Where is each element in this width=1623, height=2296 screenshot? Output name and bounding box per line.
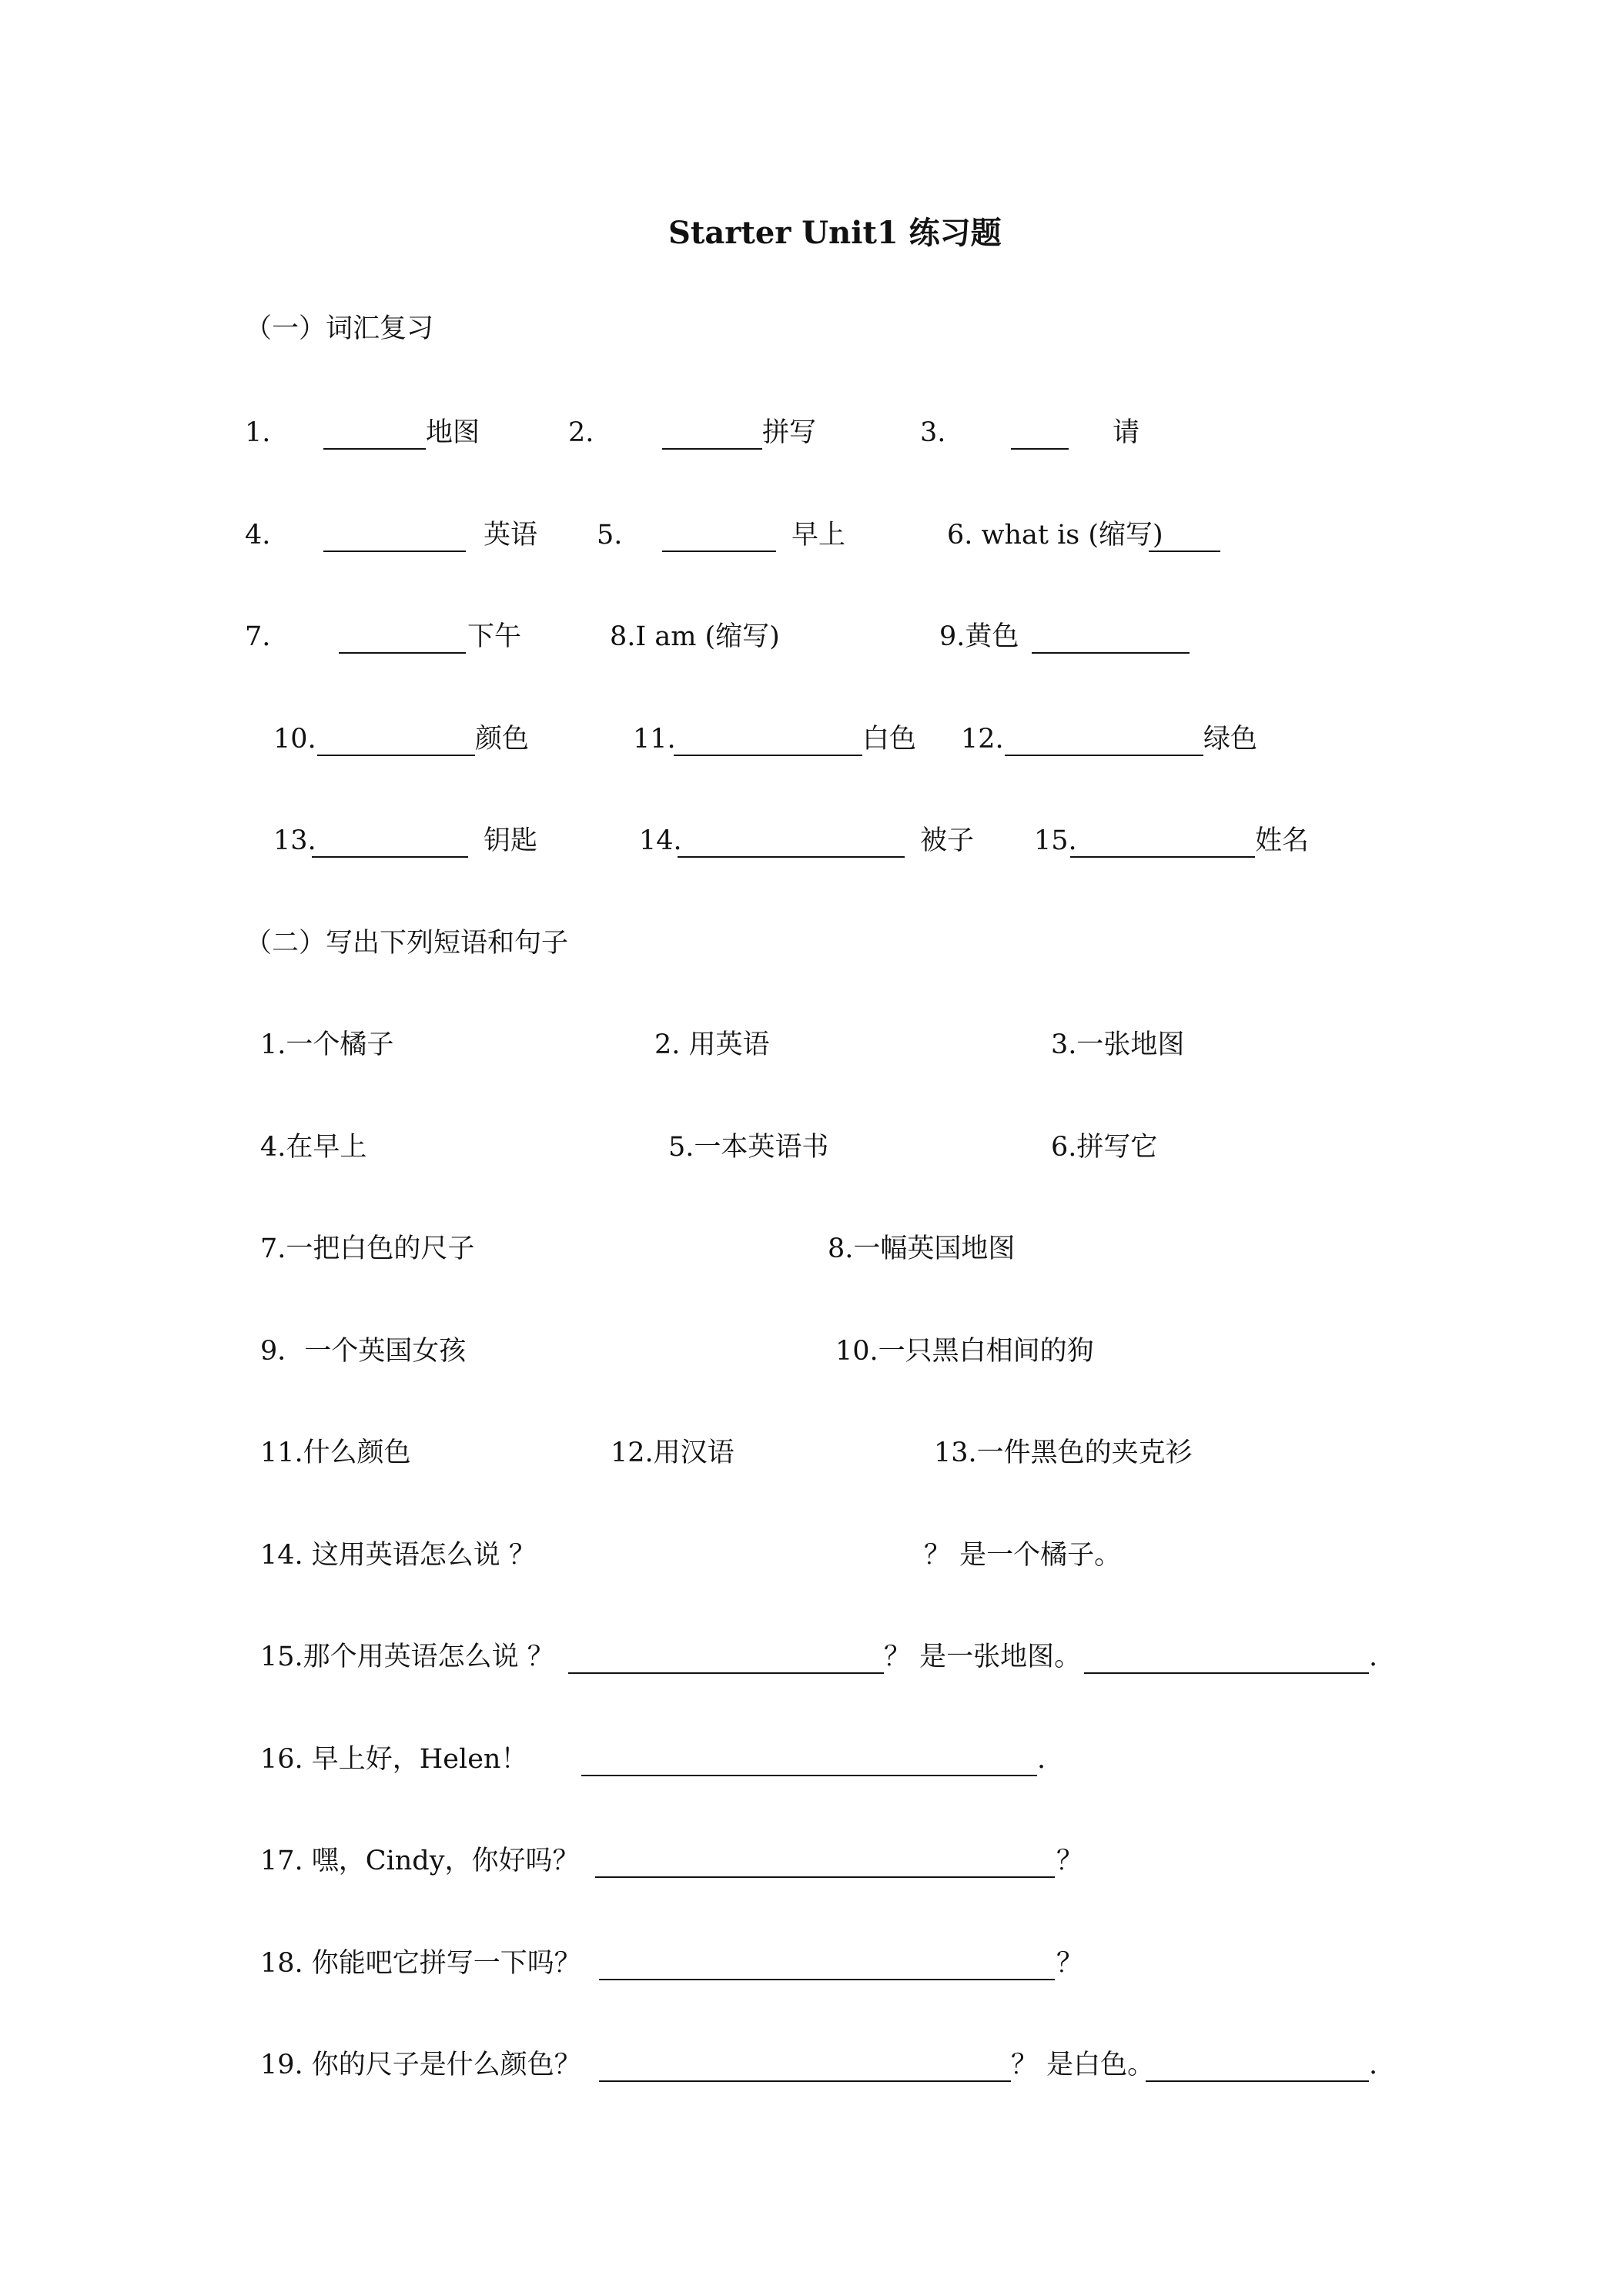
sentence-18-question-mark: ？ [1056,1948,1084,1979]
section1-heading: （一）词汇复习 [245,313,434,344]
sentence-19-answer-hint: ？ 是白色。 [1011,2050,1155,2080]
vocab-item-9-number: 9.黄色 [939,621,1019,652]
vocab-item-7-blank[interactable] [339,652,466,654]
vocab-item-11-meaning: 白色 [862,724,917,755]
sentence-16-prompt: 16. 早上好，Helen！ [260,1744,528,1775]
phrase-item-8: 8.一幅英国地图 [828,1233,1016,1264]
vocab-item-5-meaning: 早上 [791,520,846,551]
vocab-item-12-meaning: 绿色 [1203,724,1258,755]
sentence-14-prompt: 14. 这用英语怎么说 ？ [260,1540,536,1571]
sentence-16-period: . [1037,1744,1046,1775]
vocab-item-3-meaning: 请 [1113,417,1140,448]
vocab-item-11-blank[interactable] [674,755,862,756]
vocab-item-10-blank[interactable] [317,755,475,756]
vocab-item-5-blank[interactable] [662,551,776,552]
vocab-item-3-number: 3. [920,417,946,448]
section2-heading: （二）写出下列短语和句子 [245,928,569,959]
vocab-item-15-blank[interactable] [1070,856,1255,858]
phrase-item-2: 2. 用英语 [654,1029,770,1060]
phrase-item-13: 13.一件黑色的夹克衫 [934,1438,1193,1468]
vocab-item-1-blank[interactable] [323,448,426,450]
sentence-15-prompt: 15.那个用英语怎么说 ？ [260,1642,554,1672]
phrase-item-10: 10.一只黑白相间的狗 [835,1336,1094,1367]
vocab-item-15-meaning: 姓名 [1255,825,1310,856]
vocab-item-1-meaning: 地图 [426,417,480,448]
vocab-item-6-number: 6. what is (缩写) [947,520,1163,551]
page-title: Starter Unit1 练习题 [668,215,1002,251]
vocab-item-2-blank[interactable] [662,448,762,450]
phrase-item-6: 6.拼写它 [1051,1132,1158,1163]
vocab-item-3-blank[interactable] [1011,448,1069,450]
vocab-item-11-number: 11. [633,724,676,755]
sentence-18-prompt: 18. 你能吧它拼写一下吗？ [260,1948,581,1979]
vocab-item-2-meaning: 拼写 [762,417,817,448]
vocab-item-4-number: 4. [245,520,271,551]
vocab-item-4-meaning: 英语 [484,520,538,551]
vocab-item-7-number: 7. [245,621,271,652]
phrase-item-9: 9．一个英国女孩 [260,1336,467,1367]
sentence-15-question-blank[interactable] [568,1672,884,1674]
sentence-19-answer-blank[interactable] [1146,2080,1369,2082]
sentence-14-answer-hint: ？ 是一个橘子。 [924,1540,1122,1571]
vocab-item-14-number: 14. [639,825,682,856]
vocab-item-6-blank[interactable] [1149,551,1220,552]
sentence-17-question-mark: ？ [1056,1846,1084,1876]
vocab-item-14-blank[interactable] [678,856,905,858]
vocab-item-12-number: 12. [961,724,1004,755]
phrase-item-12: 12.用汉语 [611,1438,735,1468]
vocab-item-14-meaning: 被子 [920,825,975,856]
sentence-19-prompt: 19. 你的尺子是什么颜色？ [260,2050,581,2080]
vocab-item-9-blank[interactable] [1032,652,1190,654]
vocab-item-13-number: 13. [273,825,316,856]
vocab-item-15-number: 15. [1034,825,1077,856]
sentence-17-blank[interactable] [595,1876,1055,1878]
phrase-item-11: 11.什么颜色 [260,1438,411,1468]
sentence-15-answer-blank[interactable] [1084,1672,1369,1674]
vocab-item-7-meaning: 下午 [467,621,522,652]
sentence-16-blank[interactable] [581,1775,1037,1776]
vocab-item-13-blank[interactable] [312,856,468,858]
vocab-item-5-number: 5. [597,520,623,551]
vocab-item-10-number: 10. [273,724,316,755]
vocab-item-8-number: 8.I am (缩写) [610,621,780,652]
phrase-item-3: 3.一张地图 [1051,1029,1185,1060]
vocab-item-10-meaning: 颜色 [475,724,530,755]
sentence-15-period: . [1369,1642,1378,1672]
sentence-19-period: . [1369,2050,1378,2080]
vocab-item-1-number: 1. [245,417,271,448]
vocab-item-4-blank[interactable] [323,551,466,552]
phrase-item-4: 4.在早上 [260,1132,367,1163]
phrase-item-1: 1.一个橘子 [260,1029,394,1060]
sentence-19-question-blank[interactable] [599,2080,1011,2082]
phrase-item-5: 5.一本英语书 [668,1132,829,1163]
vocab-item-2-number: 2. [568,417,594,448]
sentence-17-prompt: 17. 嘿，Cindy，你好吗？ [260,1846,580,1876]
vocab-item-12-blank[interactable] [1005,755,1203,756]
phrase-item-7: 7.一把白色的尺子 [260,1233,475,1264]
sentence-18-blank[interactable] [599,1979,1055,1980]
vocab-item-13-meaning: 钥匙 [484,825,538,856]
sentence-15-answer-hint: ？ 是一张地图。 [884,1642,1082,1672]
